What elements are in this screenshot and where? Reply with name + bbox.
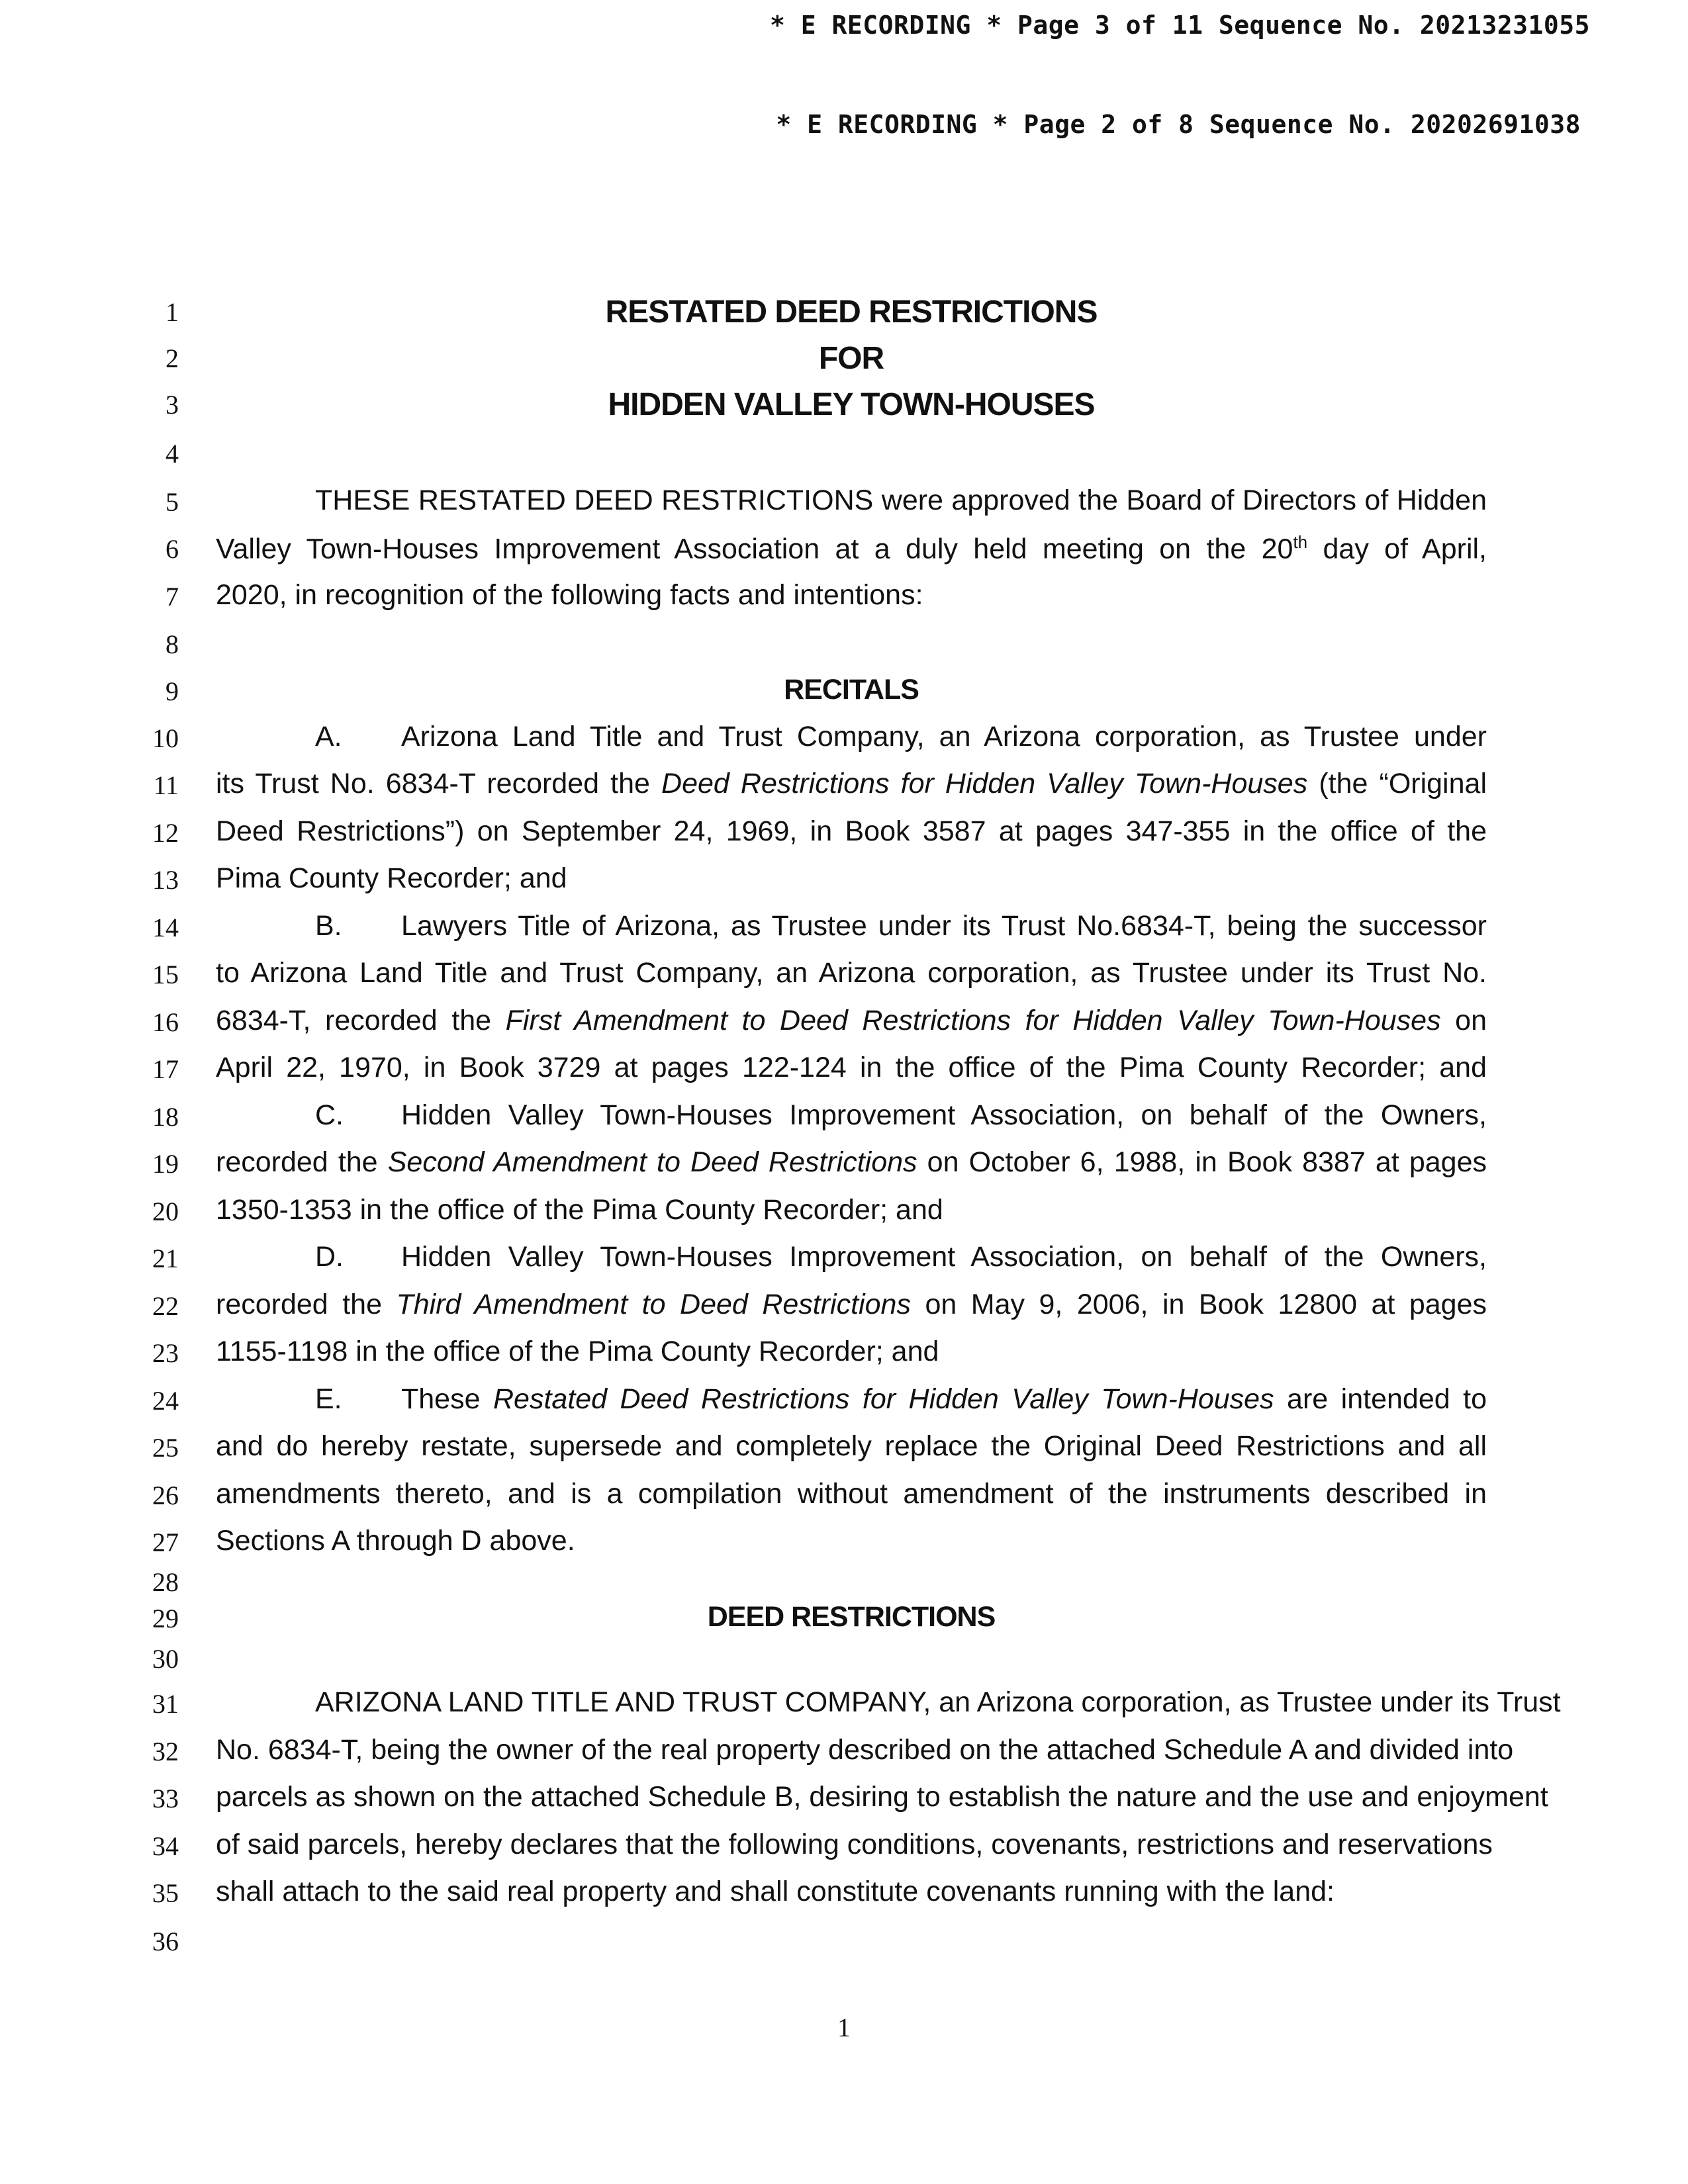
recital-e-line-25: and do hereby restate, supersede and completely replace the Original Deed Restrictions and all	[216, 1430, 1487, 1462]
intro-line-5: THESE RESTATED DEED RESTRICTIONS were approved the Board of Directors of Hidden	[315, 484, 1487, 516]
line-number: 13	[152, 865, 179, 895]
recital-a-line-12: Deed Restrictions”) on September 24, 1969, in Book 3587 at pages 347-355 in the office of the	[216, 815, 1487, 847]
line-number: 8	[165, 629, 179, 659]
line-number: 4	[165, 439, 179, 469]
recital-c-line-18: C. Hidden Valley Town-Houses Improvement Association, on behalf of the Owners,	[315, 1099, 1487, 1131]
deed-restrictions-heading: DEED RESTRICTIONS	[707, 1601, 996, 1633]
line-number: 17	[152, 1054, 179, 1084]
recital-a-line-11: its Trust No. 6834-T recorded the Deed Restrictions for Hidden Valley Town-Houses (the “Original	[216, 768, 1487, 799]
declaration-line-33: parcels as shown on the attached Schedule B, desiring to establish the nature and the use and enjoyment	[216, 1781, 1548, 1813]
line-number: 5	[165, 487, 179, 517]
recital-a-line-13: Pima County Recorder; and	[216, 862, 567, 894]
recital-b-line-17: April 22, 1970, in Book 3729 at pages 122-124 in the office of the Pima County Recorder; and	[216, 1052, 1487, 1083]
line-number: 11	[153, 770, 179, 800]
declaration-line-32: No. 6834-T, being the owner of the real property described on the attached Schedule A and divided into	[216, 1734, 1514, 1766]
line-number: 26	[152, 1480, 179, 1510]
line-number: 3	[165, 390, 179, 420]
recital-b-line-14: B. Lawyers Title of Arizona, as Trustee under its Trust No.6834-T, being the successor	[315, 910, 1487, 942]
line-number: 29	[152, 1604, 179, 1633]
recital-d-line-21: D. Hidden Valley Town-Houses Improvement Association, on behalf of the Owners,	[315, 1241, 1487, 1273]
recital-c-label: C.	[315, 1099, 344, 1131]
line-number: 1	[165, 297, 179, 327]
document-title-line-2: FOR	[818, 341, 884, 376]
declaration-line-31: ARIZONA LAND TITLE AND TRUST COMPANY, an Arizona corporation, as Trustee under its Trust	[315, 1686, 1561, 1718]
line-number: 10	[152, 723, 179, 753]
document-title-line-3: HIDDEN VALLEY TOWN-HOUSES	[608, 387, 1095, 422]
line-number: 6	[165, 534, 179, 564]
line-number: 25	[152, 1433, 179, 1463]
line-number: 23	[152, 1338, 179, 1368]
line-number: 16	[152, 1007, 179, 1037]
recital-b-line-15: to Arizona Land Title and Trust Company, an Arizona corporation, as Trustee under its Trust No.	[216, 957, 1487, 989]
recital-d-label: D.	[315, 1241, 344, 1273]
line-number: 19	[152, 1149, 179, 1179]
recital-b-label: B.	[315, 910, 342, 942]
line-number: 24	[152, 1386, 179, 1416]
recital-e-label: E.	[315, 1383, 342, 1415]
line-number: 31	[152, 1689, 179, 1719]
line-number: 35	[152, 1878, 179, 1908]
line-number: 18	[152, 1102, 179, 1132]
line-number: 34	[152, 1831, 179, 1861]
page-number: 1	[837, 2013, 851, 2042]
recital-c-line-20: 1350-1353 in the office of the Pima County Recorder; and	[216, 1194, 943, 1226]
line-number: 7	[165, 582, 179, 612]
recital-d-line-22: recorded the Third Amendment to Deed Restrictions on May 9, 2006, in Book 12800 at pages	[216, 1289, 1487, 1320]
recording-stamp-secondary: * E RECORDING * Page 2 of 8 Sequence No. 20202691038	[776, 110, 1581, 139]
recital-e-line-27: Sections A through D above.	[216, 1525, 575, 1557]
recital-c-line-19: recorded the Second Amendment to Deed Restrictions on October 6, 1988, in Book 8387 at pages	[216, 1146, 1487, 1178]
line-number: 28	[152, 1567, 179, 1597]
recital-d-line-23: 1155-1198 in the office of the Pima County Recorder; and	[216, 1336, 939, 1367]
recital-e-line-24: E. These Restated Deed Restrictions for Hidden Valley Town-Houses are intended to	[315, 1383, 1487, 1415]
line-number: 21	[152, 1244, 179, 1273]
document-title-line-1: RESTATED DEED RESTRICTIONS	[605, 295, 1098, 330]
line-number: 12	[152, 818, 179, 848]
line-number: 30	[152, 1644, 179, 1674]
recitals-heading: RECITALS	[784, 674, 919, 705]
recording-stamp-primary: * E RECORDING * Page 3 of 11 Sequence No. 20213231055	[769, 11, 1590, 40]
intro-line-6: Valley Town-Houses Improvement Association at a duly held meeting on the 20th day of April,	[216, 532, 1487, 565]
intro-line-7: 2020, in recognition of the following facts and intentions:	[216, 579, 923, 611]
line-number: 36	[152, 1927, 179, 1956]
line-number: 15	[152, 960, 179, 989]
recital-a-label: A.	[315, 721, 342, 752]
line-number: 32	[152, 1737, 179, 1766]
recital-e-line-26: amendments thereto, and is a compilation without amendment of the instruments described in	[216, 1478, 1487, 1510]
declaration-line-35: shall attach to the said real property and shall constitute covenants running with the land:	[216, 1876, 1335, 1907]
line-number: 22	[152, 1291, 179, 1321]
line-number: 9	[165, 676, 179, 706]
line-number: 27	[152, 1527, 179, 1557]
line-number: 33	[152, 1784, 179, 1813]
line-number: 2	[165, 343, 179, 373]
recital-b-line-16: 6834-T, recorded the First Amendment to Deed Restrictions for Hidden Valley Town-Houses on	[216, 1005, 1487, 1036]
line-number: 14	[152, 913, 179, 942]
recital-a-line-10: A. Arizona Land Title and Trust Company, an Arizona corporation, as Trustee under	[315, 721, 1487, 752]
declaration-line-34: of said parcels, hereby declares that the following conditions, covenants, restrictions and reservations	[216, 1829, 1493, 1860]
line-number: 20	[152, 1197, 179, 1226]
